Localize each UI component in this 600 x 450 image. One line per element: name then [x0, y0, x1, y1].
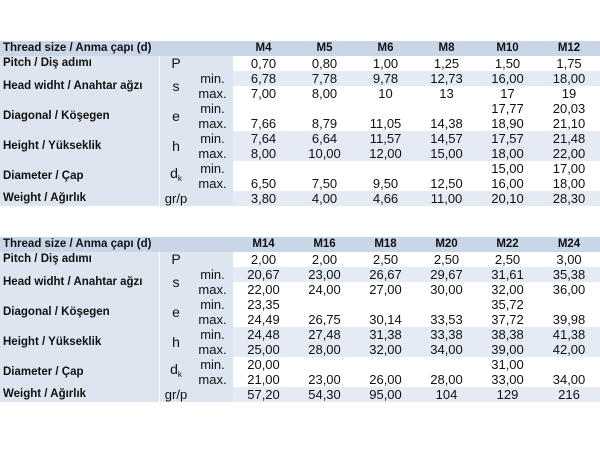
table-row [0, 56, 600, 71]
header-row [0, 236, 600, 252]
value-cell: 31,61 [477, 267, 538, 282]
value-cell [416, 101, 477, 116]
value-cell: 33,38 [416, 327, 477, 342]
value-cell: 33,53 [416, 312, 477, 327]
head-width-label: Head widht / Anahtar ağzı [0, 71, 160, 101]
weight-symbol: gr/p [160, 387, 192, 402]
value-cell: 2,00 [233, 252, 294, 267]
value-cell: 33,00 [477, 372, 538, 387]
value-cell: 11,05 [355, 116, 416, 131]
value-cell [538, 297, 600, 312]
value-cell: 104 [416, 387, 477, 402]
diameter-label: Diameter / Çap [0, 161, 160, 191]
value-cell: 34,00 [538, 372, 600, 387]
tolerance-qualifier: min. [192, 101, 233, 116]
pitch-symbol: P [160, 252, 192, 267]
pitch-label: Pitch / Diş adımı [0, 252, 160, 267]
value-cell: 12,50 [416, 176, 477, 191]
tolerance-qualifier: max. [192, 282, 233, 297]
diameter-label: Diameter / Çap [0, 357, 160, 387]
table-row [0, 327, 600, 342]
value-cell: 6,64 [294, 131, 355, 146]
tolerance-qualifier: max. [192, 342, 233, 357]
value-cell [355, 357, 416, 372]
value-cell: 57,20 [233, 387, 294, 402]
value-cell: 14,38 [416, 116, 477, 131]
value-cell: 11,00 [416, 191, 477, 206]
value-cell: 2,50 [355, 252, 416, 267]
value-cell: 7,64 [233, 131, 294, 146]
value-cell: 7,66 [233, 116, 294, 131]
value-cell: 27,48 [294, 327, 355, 342]
value-cell: 13 [416, 86, 477, 101]
value-cell: 24,48 [233, 327, 294, 342]
table-row [0, 191, 600, 206]
value-cell: 0,70 [233, 56, 294, 71]
value-cell: 28,30 [538, 191, 600, 206]
spec-table-m4-m12 [0, 40, 600, 206]
tolerance-qualifier: min. [192, 297, 233, 312]
value-cell: 8,00 [233, 146, 294, 161]
table-row [0, 101, 600, 116]
value-cell: 95,00 [355, 387, 416, 402]
head-width-symbol: s [160, 267, 192, 297]
value-cell: 7,00 [233, 86, 294, 101]
symbol-subscript: k [177, 370, 182, 379]
value-cell: 18,00 [538, 71, 600, 86]
value-cell: 3,80 [233, 191, 294, 206]
pitch-symbol: P [160, 56, 192, 71]
value-cell: 16,00 [477, 71, 538, 86]
value-cell: 39,98 [538, 312, 600, 327]
value-cell: 23,00 [294, 267, 355, 282]
tolerance-qualifier [192, 56, 233, 71]
value-cell [294, 101, 355, 116]
value-cell [538, 357, 600, 372]
thread-size-header: M8 [416, 40, 477, 56]
value-cell: 37,72 [477, 312, 538, 327]
thread-size-header: M4 [233, 40, 294, 56]
head-width-symbol: s [160, 71, 192, 101]
value-cell [294, 357, 355, 372]
value-cell: 1,50 [477, 56, 538, 71]
value-cell: 18,00 [477, 146, 538, 161]
tolerance-qualifier: min. [192, 131, 233, 146]
value-cell: 32,00 [477, 282, 538, 297]
table-row [0, 267, 600, 282]
value-cell: 12,73 [416, 71, 477, 86]
value-cell: 24,49 [233, 312, 294, 327]
value-cell: 21,10 [538, 116, 600, 131]
header-row [0, 40, 600, 56]
value-cell: 21,48 [538, 131, 600, 146]
value-cell: 28,00 [416, 372, 477, 387]
value-cell: 26,00 [355, 372, 416, 387]
table-row [0, 161, 600, 176]
table-row [0, 357, 600, 372]
value-cell: 26,67 [355, 267, 416, 282]
value-cell: 35,38 [538, 267, 600, 282]
thread-size-header: M18 [355, 236, 416, 252]
pitch-label: Pitch / Diş adımı [0, 56, 160, 71]
value-cell: 10 [355, 86, 416, 101]
table-row [0, 387, 600, 402]
value-cell: 35,72 [477, 297, 538, 312]
value-cell: 39,00 [477, 342, 538, 357]
value-cell: 23,35 [233, 297, 294, 312]
value-cell: 9,78 [355, 71, 416, 86]
value-cell: 11,57 [355, 131, 416, 146]
thread-size-header: M6 [355, 40, 416, 56]
table-row [0, 297, 600, 312]
symbol-main: d [170, 361, 178, 377]
diagonal-label: Diagonal / Köşegen [0, 101, 160, 131]
head-width-label: Head widht / Anahtar ağzı [0, 267, 160, 297]
value-cell: 36,00 [538, 282, 600, 297]
tolerance-qualifier: min. [192, 161, 233, 176]
thread-size-header: M14 [233, 236, 294, 252]
height-symbol: h [160, 327, 192, 357]
value-cell: 17,77 [477, 101, 538, 116]
value-cell [416, 297, 477, 312]
value-cell [355, 297, 416, 312]
value-cell: 1,00 [355, 56, 416, 71]
value-cell: 1,25 [416, 56, 477, 71]
value-cell: 18,90 [477, 116, 538, 131]
spec-table-m14-m24 [0, 236, 600, 402]
value-cell: 2,00 [294, 252, 355, 267]
value-cell: 20,10 [477, 191, 538, 206]
tolerance-qualifier: max. [192, 372, 233, 387]
value-cell: 15,00 [477, 161, 538, 176]
thread-size-header: M10 [477, 40, 538, 56]
tolerance-qualifier [192, 191, 233, 206]
value-cell: 31,00 [477, 357, 538, 372]
value-cell [233, 101, 294, 116]
tolerance-qualifier: max. [192, 146, 233, 161]
tolerance-qualifier: min. [192, 71, 233, 86]
diameter-symbol [160, 357, 192, 387]
value-cell: 15,00 [416, 146, 477, 161]
value-cell: 23,00 [294, 372, 355, 387]
diagonal-label: Diagonal / Köşegen [0, 297, 160, 327]
thread-size-header: M12 [538, 40, 600, 56]
value-cell: 32,00 [355, 342, 416, 357]
thread-size-header: M24 [538, 236, 600, 252]
symbol-subscript: k [177, 174, 182, 183]
tolerance-qualifier [192, 387, 233, 402]
tolerance-qualifier [192, 252, 233, 267]
value-cell: 129 [477, 387, 538, 402]
thread-size-label: Thread size / Anma çapı (d) [0, 40, 233, 56]
value-cell: 26,75 [294, 312, 355, 327]
tolerance-qualifier: min. [192, 267, 233, 282]
value-cell [355, 101, 416, 116]
thread-size-header: M20 [416, 236, 477, 252]
diagonal-symbol: e [160, 297, 192, 327]
table-row [0, 71, 600, 86]
value-cell: 4,00 [294, 191, 355, 206]
value-cell: 17,00 [538, 161, 600, 176]
value-cell: 29,67 [416, 267, 477, 282]
value-cell: 8,00 [294, 86, 355, 101]
height-label: Height / Yükseklik [0, 327, 160, 357]
value-cell: 22,00 [233, 282, 294, 297]
value-cell: 22,00 [538, 146, 600, 161]
value-cell: 41,38 [538, 327, 600, 342]
value-cell: 19 [538, 86, 600, 101]
value-cell: 9,50 [355, 176, 416, 191]
value-cell: 6,78 [233, 71, 294, 86]
value-cell: 10,00 [294, 146, 355, 161]
value-cell: 30,00 [416, 282, 477, 297]
value-cell: 20,03 [538, 101, 600, 116]
value-cell: 8,79 [294, 116, 355, 131]
value-cell: 14,57 [416, 131, 477, 146]
value-cell: 24,00 [294, 282, 355, 297]
value-cell: 28,00 [294, 342, 355, 357]
value-cell: 27,00 [355, 282, 416, 297]
value-cell: 16,00 [477, 176, 538, 191]
value-cell: 3,00 [538, 252, 600, 267]
tolerance-qualifier: max. [192, 176, 233, 191]
value-cell: 34,00 [416, 342, 477, 357]
value-cell: 54,30 [294, 387, 355, 402]
thread-size-header: M16 [294, 236, 355, 252]
weight-label: Weight / Ağırlık [0, 191, 160, 206]
thread-size-label: Thread size / Anma çapı (d) [0, 236, 233, 252]
value-cell: 2,50 [416, 252, 477, 267]
value-cell: 1,75 [538, 56, 600, 71]
value-cell: 0,80 [294, 56, 355, 71]
value-cell: 38,38 [477, 327, 538, 342]
value-cell [416, 357, 477, 372]
value-cell: 25,00 [233, 342, 294, 357]
value-cell: 20,67 [233, 267, 294, 282]
tolerance-qualifier: min. [192, 357, 233, 372]
value-cell: 2,50 [477, 252, 538, 267]
symbol-main: d [170, 165, 178, 181]
diagonal-symbol: e [160, 101, 192, 131]
value-cell: 17,57 [477, 131, 538, 146]
value-cell [294, 161, 355, 176]
value-cell: 216 [538, 387, 600, 402]
tolerance-qualifier: max. [192, 86, 233, 101]
value-cell [416, 161, 477, 176]
thread-size-header: M22 [477, 236, 538, 252]
value-cell [294, 297, 355, 312]
value-cell: 30,14 [355, 312, 416, 327]
table-row [0, 131, 600, 146]
weight-symbol: gr/p [160, 191, 192, 206]
value-cell: 20,00 [233, 357, 294, 372]
value-cell: 7,50 [294, 176, 355, 191]
tolerance-qualifier: min. [192, 327, 233, 342]
table-row [0, 252, 600, 267]
value-cell: 21,00 [233, 372, 294, 387]
tolerance-qualifier: max. [192, 116, 233, 131]
value-cell [355, 161, 416, 176]
value-cell: 42,00 [538, 342, 600, 357]
value-cell: 31,38 [355, 327, 416, 342]
weight-label: Weight / Ağırlık [0, 387, 160, 402]
height-label: Height / Yükseklik [0, 131, 160, 161]
value-cell: 4,66 [355, 191, 416, 206]
height-symbol: h [160, 131, 192, 161]
thread-size-header: M5 [294, 40, 355, 56]
value-cell [233, 161, 294, 176]
diameter-symbol [160, 161, 192, 191]
tolerance-qualifier: max. [192, 312, 233, 327]
value-cell: 7,78 [294, 71, 355, 86]
value-cell: 12,00 [355, 146, 416, 161]
value-cell: 17 [477, 86, 538, 101]
value-cell: 6,50 [233, 176, 294, 191]
value-cell: 18,00 [538, 176, 600, 191]
